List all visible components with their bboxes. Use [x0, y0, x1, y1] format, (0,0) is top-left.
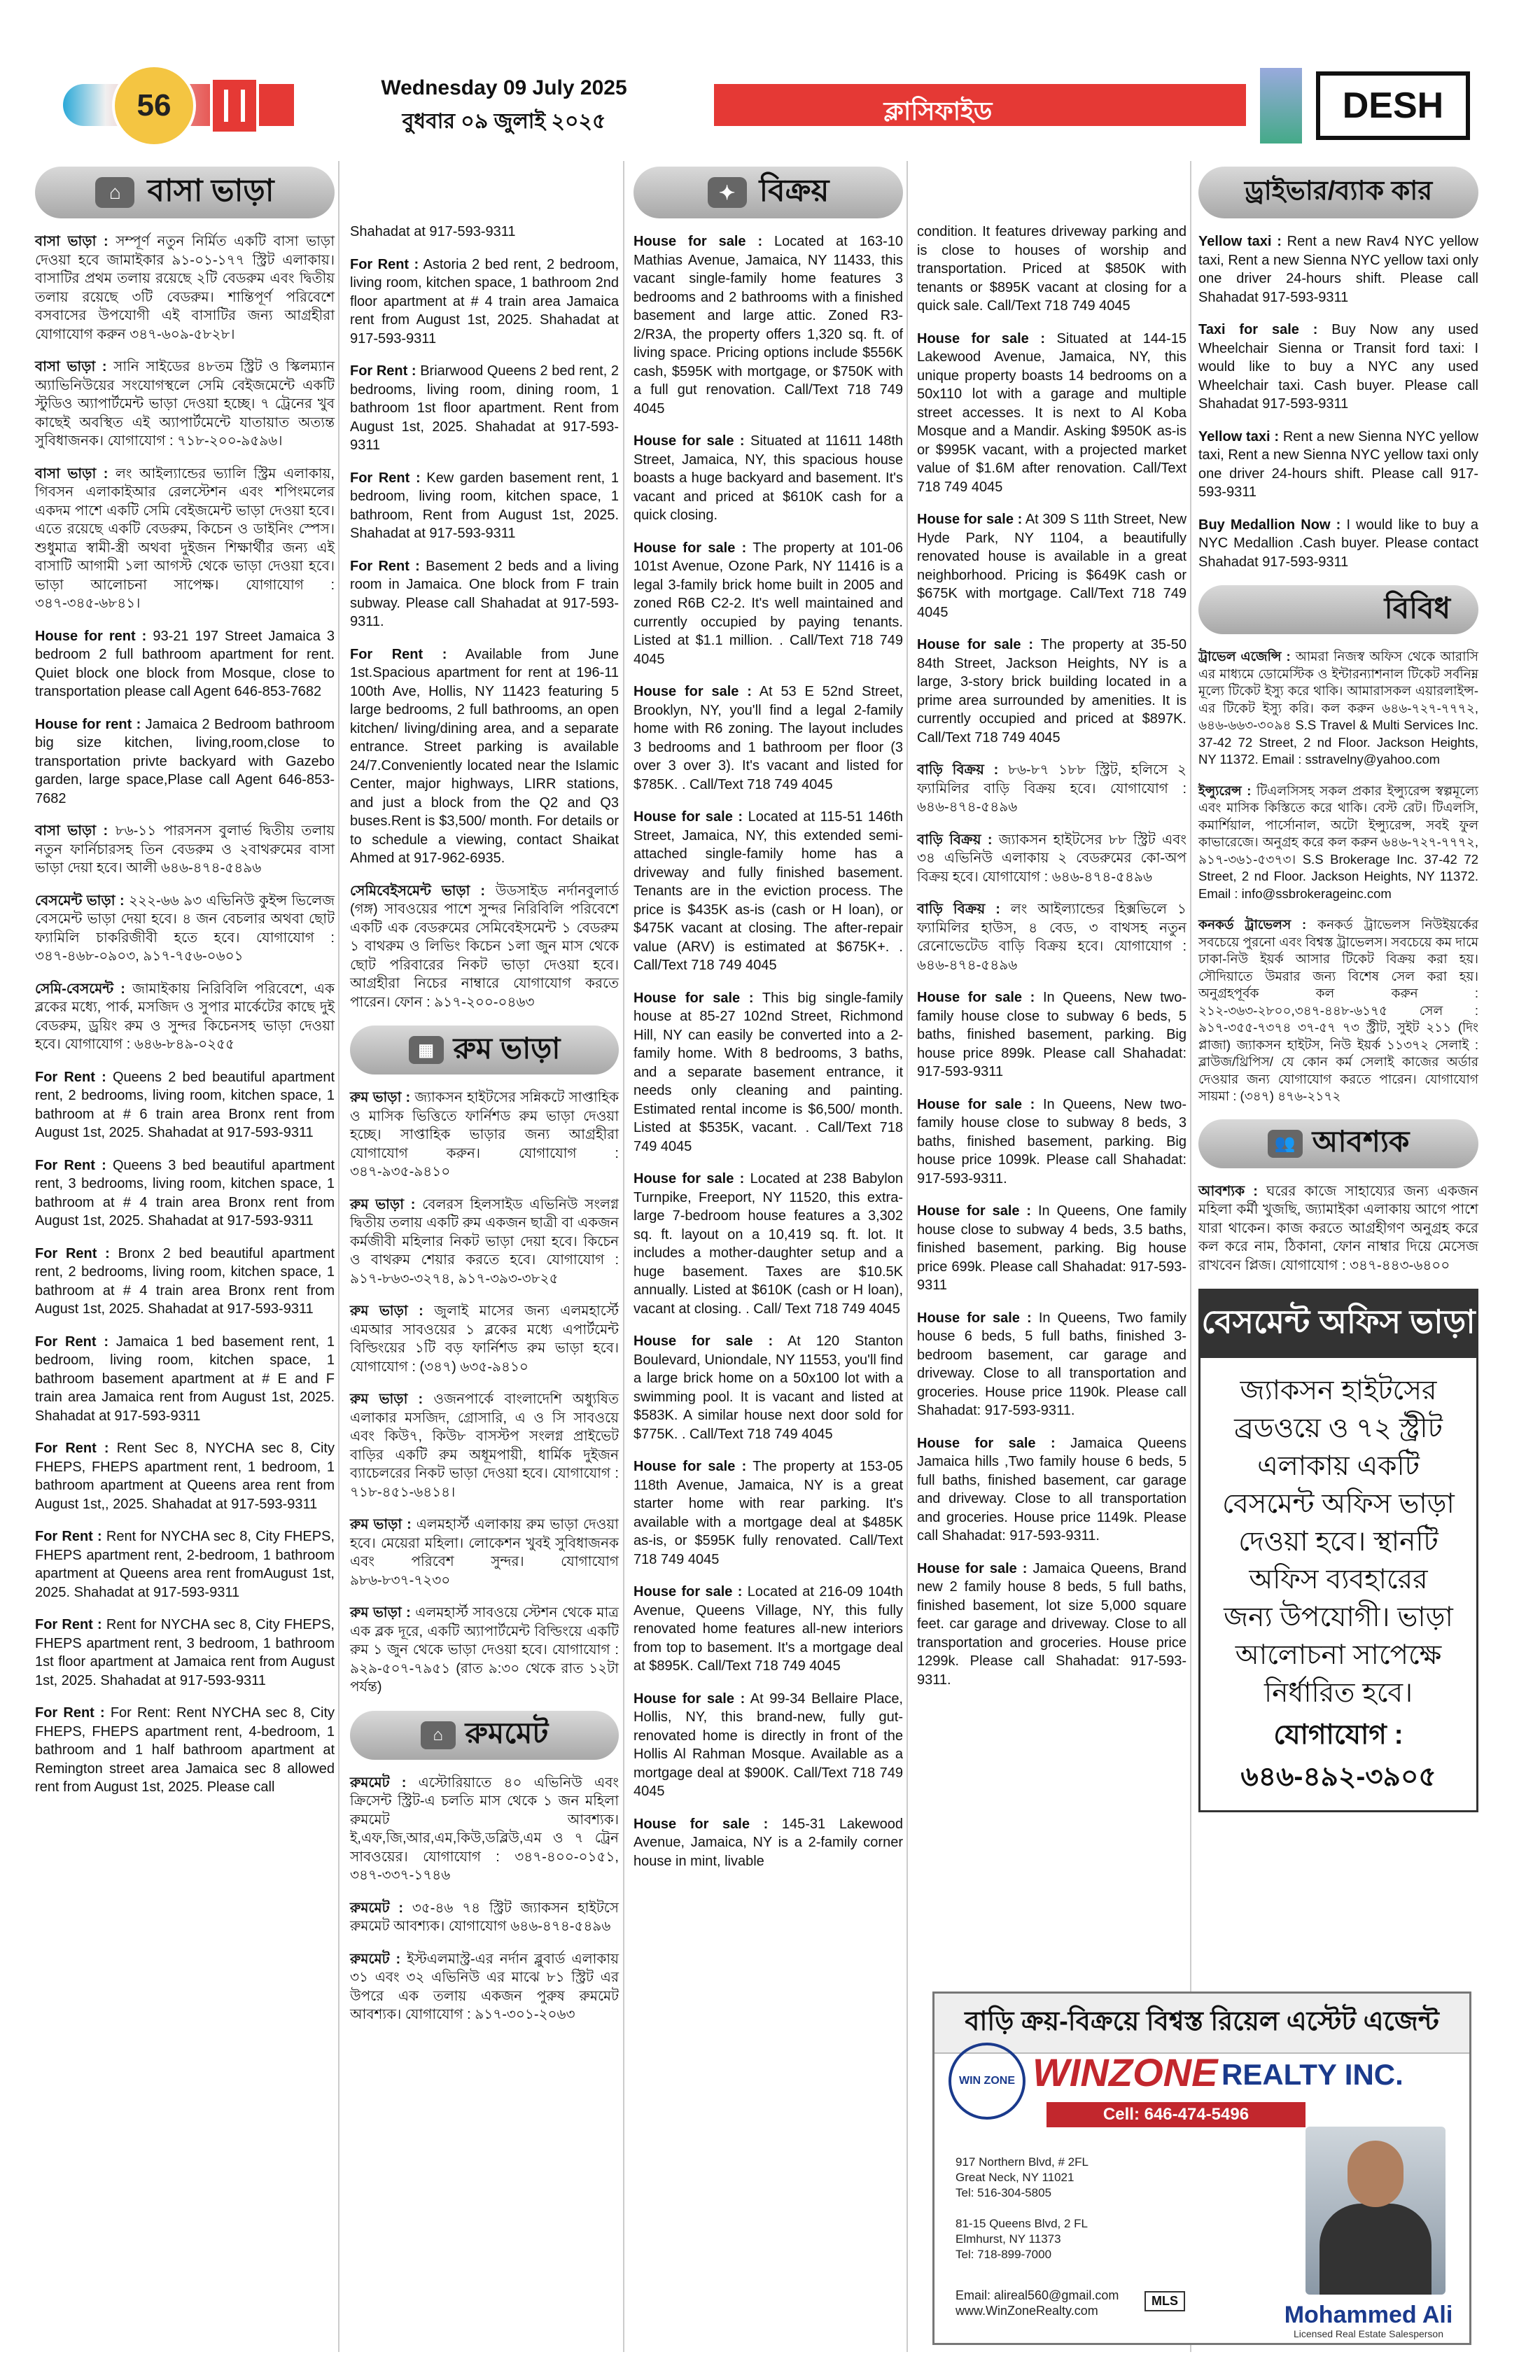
classified-text: ৮৬-১১ পারসনস বুলার্ভ দ্বিতীয় তলায় নতুন ফার্নিচারসহ তিন বেডরুম ও ২বাথরুমের বাসা ভাড়া দেয়া হবে। আলী ৬৪৬-৪৭৪-৫৪৯৬	[35, 823, 335, 876]
classified-text: ঘরের কাজে সাহায্যের জন্য একজন মহিলা কর্মী খুজছি, জ্যামাইকা এলাকায় আগে পাশে যারা থাকেন। কাজ করতে আগ্রহীগণ অনুগ্রহ করে কল করে নাম, ঠিকানা, ফোন নাম্বার দিয়ে মেসেজ রাখবেন প্লিজ। যোগাযোগ : ৩৪৭-৪৪৩-৬৪০০	[1198, 1183, 1478, 1273]
classified-text: জুলাই মাসের জন্য এলমহার্স্টে এমআর সাবওয়ের ১ ব্লকের মধ্যে এপার্টমেন্ট বিল্ডিংয়ের ১টি বড় ফার্নিশড রুম ভাড়া হবে। যোগাযোগ : (৩৪৭) ৬৩৫-৯৪১০	[350, 1303, 619, 1375]
classified-label: For Rent :	[35, 1157, 106, 1173]
classified-label: আবশ্যক :	[1198, 1183, 1258, 1199]
section-title: বাসা ভাড়া	[147, 173, 274, 208]
classified-list	[1198, 232, 1478, 571]
basement-ad-body	[1200, 1358, 1476, 1810]
classified-text: সম্পূর্ণ নতুন নির্মিত একটি বাসা ভাড়া দেওয়া হবে জামাইকার ৯১-০১-১৭৭ স্ট্রিট এলাকায়। বাসাটির প্রথম তলায় রয়েছে ২টি বেডরুম এবং দ্বিতীয় তলায় রয়েছে ৩টি বেডরুম। শান্তিপূর্ণ পরিবেশে বসবাসের উপযোগী এই বাসাটির জন্য আগ্রহীরা যোগাযোগ করুন ৩৪৭-৬০৯-৫৮২৮।	[35, 234, 335, 342]
classified-text: Jamaica 2 Bedroom bathroom big size kitchen, living,room,close to transportation privte backyard with Gazebo garden, large space,Plase call Agent 646-853-7682	[35, 716, 335, 806]
classified-item	[917, 1434, 1186, 1546]
classified-text: In Queens, One family house close to subway 4 beds, 3.5 baths, finished basement, parking. Big house price 699k. Please call Shahadat: 917-593-9311	[917, 1203, 1186, 1293]
classified-label: Yellow taxi :	[1198, 428, 1279, 444]
classified-label: House for sale :	[917, 1203, 1032, 1219]
classified-label: বাড়ি বিক্রয় :	[917, 832, 993, 848]
classified-text: Queens 2 bed beautiful apartment rent, 2 bedrooms, living room, kitchen space, 1 bathroom at # 6 train area Bronx rent from August 1st, 2025. Shahadat at 917-593-9311	[35, 1069, 335, 1140]
classified-item	[350, 1899, 619, 1936]
classified-item	[35, 892, 335, 966]
classified-label: For Rent :	[35, 1245, 110, 1261]
classified-item	[35, 232, 335, 344]
classified-text: Shahadat at 917-593-9311	[350, 224, 516, 239]
classified-text: জ্যাকসন হাইটসের ৮৮ স্ট্রিট এবং ৩৪ এভিনিউ এলাকায় ২ বেডরুমের কো-অপ বিক্রয় হবে। যোগাযোগ : ৬৪৬-৪৭৪-৫৪৯৬	[917, 832, 1186, 885]
classified-label: House for sale :	[917, 512, 1023, 527]
classified-item	[350, 469, 619, 543]
classified-label: House for sale :	[917, 990, 1035, 1005]
agent-name: Mohammed Ali	[1284, 2302, 1453, 2328]
classified-item	[917, 1560, 1186, 1690]
date-english: Wednesday 09 July 2025	[381, 76, 627, 99]
classified-item	[634, 232, 903, 418]
classified-item	[634, 1690, 903, 1801]
realty-advertisement	[932, 1991, 1471, 2345]
classified-item	[35, 1156, 335, 1231]
classified-item	[634, 1332, 903, 1443]
classified-text: Rent Sec 8, NYCHA sec 8, City FHEPS, FHEPS apartment rent, 1 bedroom, 1 bathroom apartment at Queens area rent from August 1st,, 2025. Shahadat at 917-593-9311	[35, 1441, 335, 1512]
classified-label: Buy Medallion Now :	[1198, 517, 1341, 533]
classified-label: House for sale :	[634, 684, 752, 699]
classified-item	[634, 432, 903, 525]
column-house-rent	[35, 167, 335, 1811]
section-name: ক্লাসিফাইড	[883, 97, 993, 125]
classified-label: House for sale :	[634, 1459, 747, 1474]
classified-label: বাসা ভাড়া :	[35, 823, 108, 839]
classified-label: For Rent :	[35, 1705, 105, 1721]
ad-email: Email: alireal560@gmail.com www.WinZoneRealty.com	[955, 2288, 1119, 2318]
section-title: ড্রাইভার/ব্যাক কার	[1244, 176, 1433, 206]
classified-item	[350, 1604, 619, 1697]
agent-title: Licensed Real Estate Salesperson	[1293, 2328, 1444, 2339]
classified-text: ওজনপার্কে বাংলাদেশি অধ্যুষিত এলাকার মসজিদ, গ্রোসারি, এ ও সি সাবওয়ে এবং কিউ৭, কিউ৮ বাসস্টপ সংলগ্ন প্রাইভেট বাড়ির একটি রুম অধূমপায়ী, ধার্মিক দুইজন ব্যাচেলরের নিকট ভাড়া দেওয়া হবে। যোগাযোগ : ৭১৮-৪৫১-৬৪১৪।	[350, 1392, 620, 1500]
classified-label: For Rent :	[350, 646, 447, 662]
classified-label: রুমমেট :	[350, 1900, 403, 1916]
basement-ad-text: জ্যাকসন হাইটসের ব্রডওয়ে ও ৭২ স্ট্রীট এলাকায় একটি বেসমেন্ট অফিস ভাড়া দেওয়া হবে। স্থানটি অফিস ব্যবহারের জন্য উপযোগী। ভাড়া আলোচনা সাপেক্ষে নির্ধারিত হবে।	[1222, 1376, 1455, 1708]
classified-label: সেমিবেইসমেন্ট ভাড়া :	[350, 883, 486, 899]
classified-item	[35, 358, 335, 451]
classified-item	[917, 1202, 1186, 1295]
classified-item	[350, 1950, 619, 2024]
sale-icon: ✦	[708, 177, 747, 208]
classified-text: Rent a new Rav4 NYC yellow taxi, Rent a new Sienna NYC yellow taxi only one driver 24-hours shift. Please call Shahadat 917-593-9311	[1198, 234, 1478, 305]
classified-label: House for sale :	[917, 1560, 1028, 1576]
classified-text: ৩৫-৪৬ ৭৪ স্ট্রিট জ্যাকসন হাইটসে রুমমেট আবশ্যক। যোগাযোগ ৬৪৬-৪৭৪-৫৪৯৬	[350, 1900, 619, 1934]
classified-text: In Queens, New two-family house close to subway 6 beds, 5 baths, finished basement, parking. Big house price 899k. Please call Shahadat: 917-593-9311	[917, 990, 1187, 1079]
classified-text: In Queens, New two-family house close to subway 8 beds, 3 baths, finished basement, parking. Big house price 1099k. Please call Shahadat: 917-593-9311.	[917, 1096, 1187, 1186]
classified-text: Jamaica 1 bed basement rent, 1 bedroom, living room, kitchen space, 1 bathroom basement apartment at # E and F train area Jamaica rent from August 1st, 2025. Shahadat at 917-593-9311	[35, 1334, 335, 1424]
section-header-roommate	[350, 1711, 619, 1760]
classified-label: House for sale :	[634, 809, 743, 825]
classified-item	[350, 1088, 619, 1182]
column-driver-misc	[1198, 167, 1478, 1812]
classified-list	[634, 232, 903, 1870]
classified-text: এলমহার্স্ট সাবওয়ে স্টেশন থেকে মাত্র এক ব্লক দূরে, একটি অ্যাপার্টমেন্ট বিল্ডিংয়ে একটি রুম ১ জুন থেকে ভাড়া দেওয়া হবে। যোগাযোগ : ৯২৯-৫০৭-৭৯৫১ (রাত ৯:৩০ থেকে রাত ১২টা পর্যন্ত)	[350, 1605, 619, 1695]
classified-label: রুম ভাড়া :	[350, 1517, 412, 1532]
classified-label: House for sale :	[634, 1334, 774, 1349]
date-bangla: বুধবার ০৯ জুলাই ২০২৫	[402, 110, 606, 133]
classified-label: House for sale :	[634, 990, 754, 1006]
classified-item	[350, 1390, 619, 1502]
classified-item	[1198, 783, 1478, 903]
classified-label: House for sale :	[634, 1584, 743, 1600]
house-icon: ⌂	[95, 177, 134, 208]
classified-list	[35, 232, 335, 1797]
classified-item	[35, 465, 335, 613]
section-header-room-rent	[350, 1026, 619, 1074]
classified-label: রুম ভাড়া :	[350, 1196, 416, 1212]
classified-text: The property at 153-05 118th Avenue, Jamaica, NY is a great starter home with rear parking. It's available with a mortgage deal at $485K as-is, or $595K fully renovated. Call/Text 718 749 4045	[634, 1459, 903, 1567]
classified-item	[1198, 516, 1478, 572]
classified-text: Jamaica Queens Jamaica hills ,Two family house 6 beds, 5 full baths, finished basement, car garage and driveway. Close to all transportation and groceries. House price 1149k. Please call Shahadat: 917-593-9311.	[917, 1435, 1187, 1544]
ad-cell-phone: Cell: 646-474-5496	[1046, 2102, 1306, 2127]
classified-text: Queens 3 bed beautiful apartment rent, 3 bedrooms, living room, kitchen space, 1 bathroom at # 4 train area Bronx rent from August 1st, 2025. Shahadat at 917-593-9311	[35, 1157, 335, 1228]
classified-text: বেলরস হিলসাইড এভিনিউ সংলগ্ন দ্বিতীয় তলায় একটি রুম একজন ছাত্রী বা একজন কর্মজীবী মহিলার নিকট ভাড়া দেয়া হবে। কিচেন ও বাথরুম শেয়ার করতে হবে। যোগাযোগ : ৯১৭-৮৬৩-৩২৭৪, ৯১৭-৩৯৩-৩৮২৫	[350, 1196, 619, 1287]
page-header	[63, 64, 1477, 147]
classified-text: In Queens, Two family house 6 beds, 5 full baths, finished 3-bedroom basement, car garage and driveway. Close to all transportation and groceries. House price 1190k. Please call Shahadat: 917-593-9311.	[917, 1310, 1187, 1418]
classified-item	[350, 223, 619, 241]
statue-of-liberty-icon	[1260, 68, 1302, 144]
classified-label: For Rent :	[35, 1529, 102, 1544]
classified-item	[917, 1096, 1186, 1189]
classified-label: রুমমেট :	[350, 1951, 401, 1967]
header-ornament	[210, 77, 259, 134]
classified-label: For Rent :	[350, 470, 421, 486]
classified-label: বাসা ভাড়া :	[35, 359, 107, 374]
classified-text: ২২২-৬৬ ৯৩ এভিনিউ কুইন্স ভিলেজ বেসমেন্ট ভাড়া দেয়া হবে। ৪ জন বেচলার অথবা ছোট ফ্যামিলি চাকরিজীবী হতে হবে। যোগাযোগ : ৩৪৭-৪৬৮-০৯০৩, ৯১৭-৭৫৬-০৬০১	[35, 892, 335, 964]
classified-text: জ্যাকসন হাইটসের সন্নিকটে সাপ্তাহিক ও মাসিক ভিত্তিতে ফার্নিশড রুম ভাড়া দেওয়া হচ্ছে। সাপ্তাহিক ভাড়ার জন্য আগ্রহীরা যোগাযোগ করুন। যোগাযোগ : ৩৪৭-৯৩৫-৯৪১০	[350, 1090, 619, 1180]
section-title: আবশ্যক	[1312, 1125, 1410, 1158]
classified-label: বাড়ি বিক্রয় :	[917, 762, 999, 778]
agent-photo	[1306, 2127, 1446, 2295]
classified-item	[917, 223, 1186, 316]
room-icon: ▦	[409, 1036, 444, 1064]
classified-text: Basement 2 beds and a living room in Jamaica. One block from F train subway. Please call Shahadat at 917-593-9311.	[350, 558, 619, 629]
classified-label: রুম ভাড়া :	[350, 1303, 424, 1319]
classified-label: House for sale :	[634, 1690, 746, 1707]
classified-item	[634, 808, 903, 975]
classified-label: রুমমেট :	[350, 1774, 407, 1791]
classified-text: At 120 Stanton Boulevard, Uniondale, NY 11553, you'll find a large brick home on a 50x100 lot with a swimming pool. It is vacant and listed at $583K. A similar house next door sold for $775K. . Call/Text 718 749 4045	[634, 1334, 904, 1442]
classified-label: House for sale :	[917, 1310, 1032, 1326]
classified-text: Located at 238 Babylon Turnpike, Freeport, NY 11520, this extra-large 7-bedroom house features a 3,302 sq. ft. layout on a 10,419 sq. ft. lot. It includes a mother-daughter setup and a huge basement. Taxes are $10.5K annually. Listed at $610K (cash or H loan), vacant at closing. . Call/ Text 718 749 4045	[634, 1171, 903, 1317]
classified-item	[1198, 648, 1478, 769]
classified-item	[1198, 428, 1478, 502]
classified-label: সেমি-বেসমেন্ট :	[35, 981, 125, 997]
classified-text: Bronx 2 bed beautiful apartment rent, 2 bedrooms, living room, kitchen space, 1 bathroom at # 4 train area Bronx rent from August 1st, 2025. Shahadat at 917-593-9311	[35, 1245, 335, 1317]
classified-list	[350, 1774, 619, 2024]
classified-text: Kew garden basement rent, 1 bedroom, living room, kitchen space, 1 bathroom, Rent from August 1st, 2025. Shahadat at 917-593-9311	[350, 470, 619, 541]
classified-label: For Rent :	[350, 363, 416, 379]
classified-item	[1198, 232, 1478, 307]
mls-logo: MLS	[1144, 2291, 1185, 2311]
classified-item	[350, 882, 619, 1012]
basement-ad-phone: ৬৪৬-৪৯২-৩৯০৫	[1240, 1762, 1436, 1792]
classified-text: At 99-34 Bellaire Place, Hollis, NY, this brand-new, fully gut-renovated home is directly in front of the Hollis Al Rahman Mosque. Available as a mortgage deal at $900K. Call/Text 718 749 4045	[634, 1690, 903, 1799]
ad-brand: WINZONE	[1032, 2050, 1218, 2094]
classified-item	[917, 900, 1186, 974]
column-sale	[634, 167, 903, 1884]
classified-item	[634, 1815, 903, 1871]
classified-text: This big single-family house at 85-27 102nd Street, Richmond Hill, NY can easily be converted into a 2-family home. With 8 bedrooms, 3 baths, and a separate basement entrance, it needs only cleaning and painting. Estimated rental income is $6,500/ month. Listed at $535K, vacant. . Call/Text 718 749 4045	[634, 990, 903, 1154]
classified-label: For Rent :	[35, 1441, 109, 1456]
classified-text: সানি সাইডের ৪৮তম স্ট্রিট ও স্কিলম্যান অ্যাভিনিউয়ের সংযোগস্থলে সেমি বেইজমেন্টে একটি স্টুডিও অ্যাপার্টমেন্ট ভাড়া দেওয়া হচ্ছে। ৭ ট্রেনের খুব কাছেই অবস্থিত এই অ্যাপার্টমেন্টে যাতায়াত অত্যন্ত সুবিধাজনক। যোগাযোগ : ৭১৮-২০০-৯৫৯৬।	[35, 359, 335, 449]
page-number: 56	[112, 64, 196, 147]
classified-text: লং আইল্যান্ডের ভ্যালি স্ট্রিম এলাকায়, গিবসন এলাকাইআর রেলস্টেশন এবং শপিংমলের একদম পাশে একটি সেমি বেইজমেন্ট ভাড়া দেওয়া হবে। এতে রয়েছে একটি বেডরুম, কিচেন ও ডাইনিং স্পেস। শুধুমাত্র স্বামী-স্ত্রী অথবা দুইজন শিক্ষার্থীর জন্য এই বাসাটি আগামী ১লা আগস্ট থেকে ভাড়া দেওয়া হবে। ভাড়া আলোচনা সাপেক্ষ। যোগাযোগ : ৩৪৭-৩৪৫-৬৮৪১।	[35, 465, 335, 611]
classified-label: House for rent :	[35, 716, 141, 732]
classified-item	[35, 1068, 335, 1142]
classified-text: Located at 216-09 104th Avenue, Queens Village, NY, this fully renovated home features all-new interiors from top to basement. It's a mortgage deal at $895K. Call/Text 718 749 4045	[634, 1584, 903, 1674]
classified-item	[35, 1616, 335, 1690]
classified-label: বাড়ি বিক্রয় :	[917, 902, 1000, 917]
classified-text: The property at 101-06 101st Avenue, Ozone Park, NY 11416 is a legal 3-family brick home built in 2005 and zoned R6B C2-2. It's well maintained and currently occupied by paying tenants. Listed at $1.1 million. . Call/Text 718 749 4045	[634, 540, 903, 667]
section-header-sale	[634, 167, 903, 218]
classified-text: Jamaica Queens, Brand new 2 family house 8 beds, 5 full baths, finished basement, lot size 5,000 square feet. car garage and driveway. Close to all transportation and groceries. House price 1299k. Please call Shahadat: 917-593-9311.	[917, 1560, 1186, 1688]
classified-item	[634, 1457, 903, 1569]
classified-label: বাসা ভাড়া :	[35, 234, 108, 249]
classified-text: টিএলসিসহ সকল প্রকার ইন্স্যুরেন্স স্বল্পমূল্যে এবং মাসিক কিস্তিতে করে থাকি। বেস্ট রেট। টিএলসি, কমার্শিয়াল, পার্সোনাল, অটো ইন্স্যুরেন্স, সবই ফুল কাভারেজে। অনুগ্রহ করে কল করুন ৬৪৬-৭২৭-৭৭৭২, ৯১৭-৩৬১-৫৩৭৩। S.S Brokerage Inc. 37-42 72 Street, 2 nd Floor. Jackson Heights, NY 11372. Email : info@ssbrokerageinc.com	[1198, 783, 1479, 901]
classified-label: House for rent :	[35, 628, 147, 644]
classified-item	[917, 510, 1186, 622]
classified-item	[1198, 916, 1478, 1105]
classified-item	[35, 1527, 335, 1602]
classified-label: House for sale :	[634, 234, 763, 249]
classified-item	[350, 255, 619, 349]
classified-text: জামাইকায় নিরিবিলি পরিবেশে, এক ব্লকের মধ্যে, পার্ক, মসজিদ ও সুপার মার্কেটের কাছে দুই বেডরুম, ড্রয়িং রুম ও সুন্দর কিচেনসহ ভাড়া দেওয়া হবে। যোগাযোগ : ৬৪৬-৮৪৯-০২৫৫	[35, 981, 335, 1052]
classified-item	[917, 988, 1186, 1082]
column-sale-continued	[917, 223, 1186, 1703]
classified-item	[917, 761, 1186, 817]
classified-item	[917, 1309, 1186, 1420]
classified-label: For Rent :	[350, 256, 419, 272]
classified-text: 93-21 197 Street Jamaica 3 bedroom 2 full bathroom apartment for rent. Quiet block one block from Mosque, close to transportation please call Agent 646-853-7682	[35, 628, 335, 699]
section-title: রুমমেট	[465, 1716, 549, 1749]
classified-text: Situated at 144-15 Lakewood Avenue, Jamaica, NY, this unique property boasts 14 bedrooms on a 50x110 lot with a garage and multiple street accesses. It is next to Al Koba Mosque and a Mandir. Asking $950K as-is or $995K vacant, with a projected market value of $1.6M after renovation. Call/Text 718 749 4045	[917, 330, 1186, 495]
classified-text: উডসাইড নর্দানবুলার্ড (গঙ্গ) সাবওয়ের পাশে সুন্দর নিরিবিলি পরিবেশে একটি এক বেডরুমের সেমিবেইসমেন্ট ১ বেডরুম ১ বাথরুম ও লিভিং কিচেন ১লা জুন মাস থেকে ছোট পরিবারের নিকট ভাড়া দেওয়া হবে। আগ্রহীরা নিচের নাম্বারে যোগাযোগ করতে পারেন। ফোন : ৯১৭-২০০-০৪৬৩	[350, 883, 619, 1010]
winzone-logo: WIN ZONE	[948, 2043, 1026, 2120]
classified-item	[917, 330, 1186, 497]
classified-text: ৮৬-৮৭ ১৮৮ স্ট্রিট, হলিসে ২ ফ্যামিলির বাড়ি বিক্রয় হবে। যোগাযোগ : ৬৪৬-৪৭৪-৫৪৯৬	[917, 762, 1186, 815]
classified-item	[634, 989, 903, 1156]
classified-text: Rent for NYCHA sec 8, City FHEPS, FHEPS apartment rent, 3 bedroom, 1 bathroom 1st floor apartment at Jamaica rent from August 1st, 2025. Shahadat at 917-593-9311	[35, 1617, 335, 1688]
classified-item	[634, 1170, 903, 1318]
classified-text: For Rent: Rent NYCHA sec 8, City FHEPS, FHEPS apartment rent, 4-bedroom, 1 bathroom and 1 half bathroom apartment at Remington street area Jamaica sec 8 allowed rent from August 1st, 2025. Please call	[35, 1705, 335, 1795]
classified-label: House for sale :	[634, 540, 747, 556]
classified-text: Buy Now any used Wheelchair Sienna or Transit ford taxi: I would like to buy a NYC any used Wheelchair taxi. Cash buyer. Please call Shahadat 917-593-9311	[1198, 322, 1478, 412]
classified-list	[350, 223, 619, 1011]
classified-item	[350, 1196, 619, 1289]
basement-ad-title: বেসমেন্ট অফিস ভাড়া	[1200, 1291, 1476, 1358]
classified-label: Taxi for sale :	[1198, 322, 1318, 337]
classified-text: আমরা নিজস্ব অফিস থেকে আরাসি এর মাধ্যমে ডোমেস্টিক ও ইন্টারন্যাশনাল টিকেট সর্বনিম্ন মূল্যে টিকেট ইস্যু করে থাকি। আমারাসকল এয়ারলাইন্স-এর টিকেট ইস্যু করি। কল করুন ৬৪৬-৭২৭-৭৭৭২, ৬৪৬-৬৬৩-৩০৯৪ S.S Travel & Multi Services Inc. 37-42 72 Street, 2 nd Floor. Jackson Heights, NY 11372. Email : sstravelny@yahoo.com	[1198, 649, 1478, 766]
people-icon: 👥	[1268, 1130, 1303, 1158]
classified-label: For Rent :	[35, 1069, 106, 1085]
classified-label: Yellow taxi :	[1198, 234, 1282, 249]
classified-text: Rent a new Sienna NYC yellow taxi, Rent a new Sienna NYC yellow taxi only one driver 24-hours shift. Please call 917-593-9311	[1198, 428, 1479, 500]
classified-item	[1198, 321, 1478, 414]
classified-item	[35, 980, 335, 1054]
classified-text: At 53 E 52nd Street, Brooklyn, NY, you'll find a legal 2-family home with R6 zoning. The layout includes 3 bedrooms and 1 bathroom per floor (3 over 3 over 3). It's vacant and listed for $785K. . Call/Text 718 749 4045	[634, 684, 903, 792]
classified-item	[350, 1302, 619, 1376]
basement-office-ad	[1198, 1289, 1478, 1812]
classified-text: Located at 163-10 Mathias Avenue, Jamaica, NY 11433, this vacant single-family home features 3 bedrooms and 2 bathrooms with a finished basement and large attic. Zoned R3-2/R3A, the property offers 1,320 sq. ft. of living space. Pricing options include $556K cash, $595K with mortgage, or $750K with a full gut renovation. Call/Text 718 749 4045	[634, 234, 903, 416]
classified-item	[35, 822, 335, 878]
classified-label: রুম ভাড়া :	[350, 1605, 411, 1620]
classified-label: House for sale :	[634, 1816, 769, 1832]
classified-text: At 309 S 11th Street, New Hyde Park, NY 1104, a beautifully renovated house is available in a great neighborhood. Pricing is $649K cash or $675K with mortgage. Call/Text 718 749 4045	[917, 512, 1187, 620]
masthead-logo	[1246, 64, 1477, 147]
classified-text: condition. It features driveway parking and is close to houses of worship and transportation. Priced at $850K with tenants or $895K vacant at closing for a quick sale. Call/Text 718 749 4045	[917, 224, 1186, 314]
classified-text: Rent for NYCHA sec 8, City FHEPS, FHEPS apartment rent, 2-bedroom, 1 bathroom apartment at Queens area rent fromAugust 1st, 2025. Shahadat at 917-593-9311	[35, 1529, 335, 1600]
classified-label: For Rent :	[35, 1334, 108, 1350]
classified-label: House for sale :	[917, 1435, 1056, 1451]
classified-list	[917, 223, 1186, 1689]
ad-brand-suffix: REALTY INC.	[1222, 2058, 1404, 2091]
classified-item	[350, 645, 619, 868]
section-header-house-rent	[35, 167, 335, 218]
roommate-icon: ⌂	[421, 1721, 456, 1749]
classified-label: For Rent :	[35, 1617, 102, 1632]
classified-label: রুম ভাড়া :	[350, 1090, 411, 1105]
classified-list	[350, 1088, 619, 1697]
classified-item	[35, 1704, 335, 1797]
section-header-misc	[1198, 585, 1478, 634]
classified-label: রুম ভাড়া :	[350, 1392, 424, 1407]
classified-text: 145-31 Lakewood Avenue, Jamaica, NY is a 2-family corner house in mint, livable	[634, 1816, 903, 1869]
classified-item	[350, 557, 619, 631]
section-header-wanted	[1198, 1119, 1478, 1168]
classified-label: For Rent :	[350, 558, 420, 574]
classified-item	[634, 539, 903, 669]
classified-label: ইন্স্যুরেন্স :	[1198, 783, 1252, 798]
classified-list	[1198, 1182, 1478, 1275]
classified-label: কনকর্ড ট্রাভেলস :	[1198, 917, 1307, 932]
classified-label: House for sale :	[634, 1171, 745, 1186]
classified-text: The property at 35-50 84th Street, Jackson Heights, NY is a large, 3-story brick building located in a prime area surrounded by amenities. It is currently occupied and priced at $897K. Call/Text 718 749 4045	[917, 637, 1186, 746]
classified-label: ট্রাভেল এজেন্সি :	[1198, 649, 1291, 664]
classified-item	[917, 636, 1186, 747]
classified-text: Located at 115-51 146th Street, Jamaica, NY, this extended semi-attached single-family home has a driveway and fully finished basement. Tenants are in the eviction process. The price is $435K as-is (cash or H loan), or $475K vacant at closing. The after-repair value (ARV) is estimated at $675K+. . Call/Text 718 749 4045	[634, 809, 903, 973]
header-date	[294, 67, 714, 144]
column-rent-continued	[350, 223, 619, 2038]
classified-text: Astoria 2 bed rent, 2 bedroom, living room, kitchen space, 1 bathroom 2nd floor apartment at # 4 train area Jamaica rent from August 1st, 2025. Shahadat at 917-593-9311	[350, 256, 620, 346]
classified-text: লং আইল্যান্ডের হিক্সভিলে ১ ফ্যামিলির হাউস, ৪ বেড, ৩ বাথসহ নতুন রেনোভেটেড বাড়ি বিক্রয় হবে। যোগাযোগ : ৬৪৬-৪৭৪-৫৪৯৬	[917, 902, 1187, 973]
classified-item	[917, 831, 1186, 887]
classified-item	[350, 1774, 619, 1885]
classified-item	[350, 1516, 619, 1590]
classified-item	[35, 1439, 335, 1513]
classified-item	[1198, 1182, 1478, 1275]
classified-item	[35, 715, 335, 808]
classified-item	[35, 1333, 335, 1426]
classified-item	[634, 1583, 903, 1676]
classified-item	[350, 362, 619, 455]
section-title: রুম ভাড়া	[453, 1031, 561, 1065]
classified-text: এস্টোরিয়াতে ৪০ এভিনিউ এবং ক্রিসেন্ট স্ট্রিট-এ চলতি মাস থেকে ১ জন মহিলা রুমমেট আবশ্যক। ই,এফ,জি,আর,এম,কিউ,ডব্লিউ,এম ও ৭ ট্রেন সাবওয়ের। যোগাযোগ : ৩৪৭-৪০০-০১৫১, ৩৪৭-৩৩৭-১৭৪৬	[350, 1774, 619, 1883]
desh-logo: DESH	[1316, 71, 1470, 140]
classified-label: বাসা ভাড়া :	[35, 465, 108, 482]
classified-label: House for sale :	[917, 330, 1045, 346]
section-title: বিবিধ	[1384, 591, 1450, 624]
classified-text: I would like to buy a NYC Medallion .Cash buyer. Please contact Shahadat 917-593-9311	[1198, 517, 1478, 570]
section-header-driver	[1198, 167, 1478, 218]
classified-text: কনকর্ড ট্রাভেলস নিউইয়র্কের সবচেয়ে পুরনো এবং বিশ্বস্ত ট্রাভেলস। সবচেয়ে কম দামে ঢাকা-নিউ ইয়র্ক আসার টিকেট বিক্রয় করা হয়। সৌদিয়াতে উমরার জন্য বিশেষ সেল করা হয়। অনুগ্রহপূর্বক কল করুন : ২১২-৩৬৩-২৮০০,৩৪৭-৪৪৮-৬১৭৫ সেল : ৯১৭-৩৫৫-৭৩৭৪ ৩৭-৫৭ ৭৩ স্ট্রীট, সুইট ২১১ (দিং প্লাজা) জ্যাকসন হাইটস, নিউ ইয়র্ক ১১৩৭২ সেলাই : ব্লাউজ/থ্রিপিস/ যে কোন কর্ম সেলাই কাজের অর্ডার দেওয়ার জন্য যোগাযোগ করতে পারেন। যোগাযোগ সায়মা : (৩৪৭) ৪৭৬-২১৭২	[1198, 917, 1478, 1103]
section-title: বিক্রয়	[759, 173, 830, 208]
ad-addresses: 917 Northern Blvd, # 2FL Great Neck, NY 11021 Tel: 516-304-5805 81-15 Queens Blvd, 2 FL Elmhurst, NY 11373 Tel: 718-899-7000	[955, 2155, 1088, 2261]
classified-text: Situated at 11611 148th Street, Jamaica, NY, this spacious house boasts a huge backyard and basement. It's vacant and priced at $610K cash for a quick closing.	[634, 433, 904, 523]
classified-item	[35, 627, 335, 701]
classified-list	[1198, 648, 1478, 1105]
classified-label: House for sale :	[634, 433, 745, 449]
classified-label: House for sale :	[917, 637, 1034, 652]
basement-ad-contact-label: যোগাযোগ :	[1273, 1720, 1404, 1750]
classified-text: Briarwood Queens 2 bed rent, 2 bedrooms, living room, dining room, 1 bathroom 1st floor apartment. Rent from August 1st, 2025. Shahadat at 917-593-9311	[350, 363, 619, 453]
ad-title: বাড়ি ক্রয়-বিক্রয়ে বিশ্বস্ত রিয়েল এস্টেট এজেন্ট	[934, 1994, 1469, 2054]
classified-text: এলমহার্স্ট এলাকায় রুম ভাড়া দেওয়া হবে। মেয়েরা মহিলা। লোকেশন খুবই সুবিধাজনক এবং পরিবেশ সুন্দর। যোগাযোগ ৯৮৬-৮৩৭-৭২৩০	[350, 1517, 619, 1588]
classified-label: House for sale :	[917, 1096, 1035, 1112]
classified-text: ইস্টএলমাস্ট্র-এর নর্দান ব্লুবার্ড এলাকায় ৩১ এবং ৩২ এভিনিউ এর মাঝে ৮১ স্ট্রিট এর উপরে এক তলায় একজন পুরুষ রুমমেট আবশ্যক। যোগাযোগ : ৯১৭-৩০১-২০৬৩	[350, 1951, 619, 2022]
classified-label: বেসমেন্ট ভাড়া :	[35, 892, 125, 909]
classified-item	[634, 682, 903, 794]
classified-item	[35, 1245, 335, 1319]
classified-text: Available from June 1st.Spacious apartment for rent at 196-11 100th Ave, Hollis, NY 11423 featuring 5 large bedrooms, 2 full bathrooms, an open kitchen/ living/dining area, and a separate entrance. Street parking is available 24/7.Conveniently located near the Islamic Center, major highways, LIRR stations, and just a block from the Q2 and Q3 buses.Rent is $3,500/ month. For details or to schedule a viewing, contact Shaikat Ahmed at 917-962-6935.	[350, 646, 619, 866]
